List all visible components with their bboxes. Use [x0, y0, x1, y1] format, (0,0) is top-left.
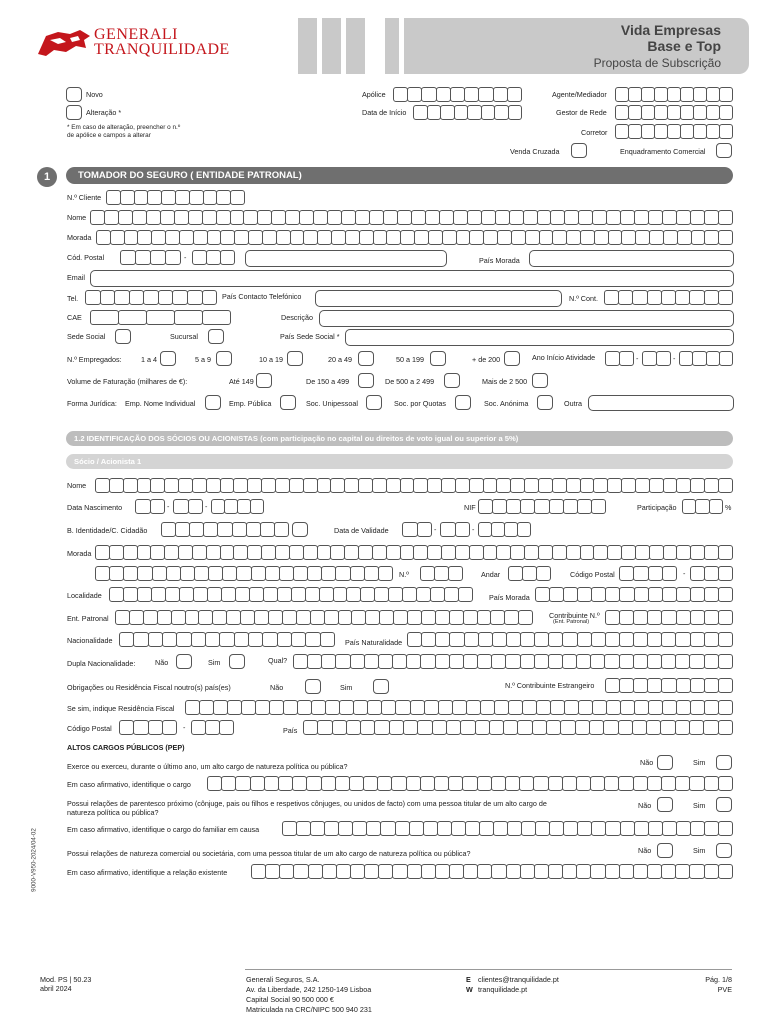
- n-empregados-label: N.º Empregados:: [67, 355, 122, 364]
- qual-label: Qual?: [268, 656, 288, 665]
- pais-sede-field[interactable]: [345, 329, 734, 346]
- footer-e-label: E: [466, 975, 471, 984]
- nacionalidade-boxes[interactable]: [119, 632, 334, 647]
- vol-checkbox[interactable]: [256, 373, 272, 388]
- pep-q1-sim-checkbox[interactable]: [716, 755, 732, 770]
- obrig-nao-checkbox[interactable]: [305, 679, 321, 694]
- participacao-label: Participação: [637, 503, 677, 512]
- venda-cruzada-label: Venda Cruzada: [510, 147, 560, 156]
- forma-checkbox[interactable]: [455, 395, 471, 410]
- pep-a2-boxes[interactable]: [282, 821, 732, 836]
- dupla-nao-checkbox[interactable]: [176, 654, 192, 669]
- ano-inicio-boxes-2[interactable]: [642, 351, 670, 366]
- header-stripe: [346, 18, 365, 74]
- vol-option: Até 149: [229, 377, 254, 386]
- alteracao-note-2: de apólice e campos a alterar: [67, 132, 151, 139]
- vol-checkbox[interactable]: [358, 373, 374, 388]
- venda-cruzada-checkbox[interactable]: [571, 143, 587, 158]
- emp-option: 50 a 199: [396, 355, 424, 364]
- socio-nome-boxes[interactable]: [95, 478, 732, 493]
- cod-postal-2-boxes-2[interactable]: [191, 720, 233, 735]
- emp-checkbox[interactable]: [160, 351, 176, 366]
- dupla-nao-label: Não: [155, 658, 169, 667]
- lion-icon: [36, 26, 92, 58]
- agente-boxes[interactable]: [615, 87, 732, 102]
- emp-checkbox[interactable]: [358, 351, 374, 366]
- data-inicio-boxes[interactable]: [413, 105, 521, 120]
- socio-morada-boxes[interactable]: [95, 545, 732, 560]
- cod-postal-boxes[interactable]: [120, 250, 180, 265]
- footer-w-label: W: [466, 985, 473, 994]
- section-1-header: [66, 167, 733, 184]
- participacao-boxes[interactable]: [682, 499, 722, 514]
- descricao-label: Descrição: [281, 313, 313, 322]
- validade-boxes-2[interactable]: [440, 522, 469, 537]
- doc-subtitle: Proposta de Subscrição: [593, 56, 721, 70]
- forma-option: Soc. Unipessoal: [306, 399, 358, 408]
- pep-a1: Em caso afirmativo, identifique o cargo: [67, 780, 191, 789]
- pep-q3-nao-checkbox[interactable]: [657, 843, 673, 858]
- cod-postal-2-boxes[interactable]: [119, 720, 176, 735]
- pais-morada-label: País Morada: [479, 256, 520, 265]
- section-1-title: TOMADOR DO SEGURO ( ENTIDADE PATRONAL): [78, 170, 302, 181]
- se-sim-label: Se sim, indique Residência Fiscal: [67, 704, 175, 713]
- validade-boxes-3[interactable]: [478, 522, 530, 537]
- localidade-field[interactable]: [245, 250, 447, 267]
- ano-dash: -: [636, 354, 639, 363]
- residencia-fiscal-boxes[interactable]: [185, 700, 732, 715]
- socio-nome-label: Nome: [67, 481, 87, 490]
- cod-postal-label: Cód. Postal: [67, 253, 105, 262]
- footer-pve: PVE: [717, 985, 732, 994]
- ano-dash-2: -: [673, 354, 676, 363]
- pais-nat-boxes[interactable]: [407, 632, 732, 647]
- cod-postal-2-label: Código Postal: [67, 724, 112, 733]
- novo-label: Novo: [86, 90, 103, 99]
- vol-option: Mais de 2 500: [482, 377, 528, 386]
- section-1-2-header: [66, 431, 733, 446]
- vol-checkbox[interactable]: [532, 373, 548, 388]
- codigo-postal-boxes-2[interactable]: [690, 566, 732, 581]
- enquadramento-label: Enquadramento Comercial: [620, 147, 706, 156]
- ent-patronal-boxes[interactable]: [115, 610, 532, 625]
- data-nasc-dash-2: -: [205, 502, 208, 511]
- footer-capital: Capital Social 90 500 000 €: [246, 995, 334, 1004]
- codigo-postal-dash: -: [683, 569, 686, 578]
- pep-q2-cont: natureza política ou pública?: [67, 808, 159, 817]
- bi-check-digit[interactable]: [292, 522, 308, 537]
- email-label: Email: [67, 273, 85, 282]
- pep-q2-sim-label: Sim: [693, 801, 706, 810]
- footer-web[interactable]: tranquilidade.pt: [478, 985, 528, 994]
- pep-a3-boxes[interactable]: [251, 864, 732, 879]
- descricao-field[interactable]: [319, 310, 734, 327]
- emp-checkbox[interactable]: [216, 351, 232, 366]
- codigo-postal-label: Código Postal: [570, 570, 615, 579]
- obrig-nao-label: Não: [270, 683, 284, 692]
- cae-boxes[interactable]: [90, 310, 230, 325]
- data-nasc-boxes[interactable]: [135, 499, 164, 514]
- forma-option: Outra: [564, 399, 582, 408]
- header-stripe: [385, 18, 399, 74]
- pep-q3: Possui relações de natureza comercial ou societária, com uma pessoa titular de um alto cargo de natureza política ou pública?: [67, 849, 471, 858]
- pais-sede-label: País Sede Social *: [280, 332, 340, 341]
- forma-option: Soc. por Quotas: [394, 399, 446, 408]
- vol-option: De 500 a 2 499: [385, 377, 435, 386]
- section-number-text: 1: [43, 171, 51, 183]
- pep-a2: Em caso afirmativo, identifique o cargo do familiar em causa: [67, 825, 260, 834]
- emp-option: 20 a 49: [328, 355, 352, 364]
- vol-checkbox[interactable]: [444, 373, 460, 388]
- brand-line2: TRANQUILIDADE: [94, 41, 230, 58]
- doc-title-2: Base e Top: [647, 38, 721, 54]
- forma-label: Forma Jurídica:: [67, 399, 117, 408]
- emp-option: + de 200: [472, 355, 501, 364]
- footer-email[interactable]: clientes@tranquilidade.pt: [478, 975, 559, 984]
- forma-checkbox[interactable]: [537, 395, 553, 410]
- nome-label: Nome: [67, 213, 87, 222]
- n-label: N.º: [399, 570, 409, 579]
- validade-dash-2: -: [472, 525, 475, 534]
- emp-checkbox[interactable]: [504, 351, 520, 366]
- sede-social-checkbox[interactable]: [115, 329, 131, 344]
- ent-patronal-label: Ent. Patronal: [67, 614, 109, 623]
- pais-label: País: [283, 726, 298, 735]
- emp-option: 1 a 4: [141, 355, 157, 364]
- vol-option: De 150 a 499: [306, 377, 350, 386]
- codigo-postal-boxes[interactable]: [619, 566, 676, 581]
- footer-company: Generali Seguros, S.A.: [246, 975, 320, 984]
- nif-boxes[interactable]: [478, 499, 605, 514]
- cod-postal-boxes-2[interactable]: [192, 250, 234, 265]
- validade-dash: -: [434, 525, 437, 534]
- socio-pais-morada-boxes[interactable]: [535, 587, 732, 602]
- pais-boxes[interactable]: [303, 720, 732, 735]
- socio-pais-morada-label: País Morada: [489, 593, 530, 602]
- pep-q3-sim-label: Sim: [693, 846, 706, 855]
- cliente-boxes[interactable]: [106, 190, 244, 205]
- apolice-label: Apólice: [362, 90, 386, 99]
- n-cont-label: N.º Cont.: [569, 294, 598, 303]
- pep-q2: Possui relações de parentesco próximo (cônjuge, pais ou filhos e respetivos cônjuges, ou unidos de facto) com uma pessoa titular de um alto cargo de: [67, 799, 547, 808]
- forma-checkbox[interactable]: [205, 395, 221, 410]
- data-nasc-label: Data Nascimento: [67, 503, 123, 512]
- forma-checkbox[interactable]: [366, 395, 382, 410]
- ano-inicio-boxes[interactable]: [605, 351, 633, 366]
- n-boxes[interactable]: [420, 566, 462, 581]
- socio-title: Sócio / Acionista 1: [74, 457, 142, 466]
- pep-a1-boxes[interactable]: [207, 776, 732, 791]
- brand-line1: GENERALI: [94, 26, 178, 43]
- gestor-label: Gestor de Rede: [556, 108, 607, 117]
- n-estrangeiro-label: N.º Contribuinte Estrangeiro: [505, 681, 595, 690]
- footer-date: abril 2024: [40, 984, 72, 993]
- pais-nat-label: País Naturalidade: [345, 638, 403, 647]
- n-estrangeiro-boxes[interactable]: [605, 678, 732, 693]
- tel-boxes[interactable]: [85, 290, 216, 305]
- contribuinte-sublabel: (Ent. Patronal): [553, 619, 590, 625]
- pais-contacto-label: País Contacto Telefónico: [222, 292, 302, 301]
- alteracao-note: * Em caso de alteração, preencher o n.º: [67, 124, 181, 131]
- outra-field[interactable]: [588, 395, 734, 411]
- pep-q2-nao-checkbox[interactable]: [657, 797, 673, 812]
- pep-q3-sim-checkbox[interactable]: [716, 843, 732, 858]
- section-1-2-title: 1.2 IDENTIFICAÇÃO DOS SÓCIOS OU ACIONISTAS (com participação no capital ou direitos de voto igual ou superior a 5%): [74, 434, 519, 443]
- pep-q3-nao-label: Não: [638, 846, 652, 855]
- obrig-sim-label: Sim: [340, 683, 353, 692]
- alteracao-label: Alteração *: [86, 108, 122, 117]
- bi-label: B. Identidade/C. Cidadão: [67, 526, 148, 535]
- forma-option: Soc. Anónima: [484, 399, 529, 408]
- apolice-boxes[interactable]: [393, 87, 521, 102]
- pep-q1: Exerce ou exerceu, durante o último ano, um alto cargo de natureza política ou pública?: [67, 762, 348, 771]
- pep-q2-sim-checkbox[interactable]: [716, 797, 732, 812]
- cod-postal-2-dash: -: [183, 723, 186, 732]
- enquadramento-checkbox[interactable]: [716, 143, 732, 158]
- morada-label: Morada: [67, 233, 92, 242]
- pep-q2-nao-label: Não: [638, 801, 652, 810]
- forma-checkbox[interactable]: [280, 395, 296, 410]
- pep-a3: Em caso afirmativo, identifique a relação existente: [67, 868, 228, 877]
- email-field[interactable]: [90, 270, 734, 287]
- socio-morada-boxes-2[interactable]: [95, 566, 392, 581]
- pep-q1-nao-checkbox[interactable]: [657, 755, 673, 770]
- bi-boxes[interactable]: [161, 522, 288, 537]
- footer-mod: Mod. PS | 50.23: [40, 975, 92, 984]
- tel-label: Tel.: [67, 294, 79, 303]
- emp-checkbox[interactable]: [287, 351, 303, 366]
- socio-morada-label: Morada: [67, 549, 92, 558]
- footer-matric: Matriculada na CRC/NIPC 500 940 231: [246, 1005, 372, 1014]
- n-cont-boxes[interactable]: [604, 290, 732, 305]
- forma-option: Emp. Nome Individual: [125, 399, 196, 408]
- data-nasc-boxes-3[interactable]: [211, 499, 263, 514]
- corretor-boxes[interactable]: [615, 124, 732, 139]
- validade-label: Data de Validade: [334, 526, 389, 535]
- data-nasc-boxes-2[interactable]: [173, 499, 202, 514]
- emp-option: 5 a 9: [195, 355, 211, 364]
- cod-postal-dash: -: [184, 253, 187, 262]
- qual-boxes[interactable]: [293, 654, 732, 669]
- side-code-text: 9000-V950-2024/04-02: [30, 828, 38, 892]
- nome-boxes[interactable]: [90, 210, 732, 225]
- contribuinte-boxes[interactable]: [605, 610, 732, 625]
- volume-label: Volume de Faturação (milhares de €):: [67, 377, 188, 386]
- doc-title: Vida Empresas: [620, 22, 721, 38]
- novo-checkbox[interactable]: [66, 87, 82, 102]
- section-number: [37, 167, 57, 187]
- contribuinte-label: Contribuinte N.º: [549, 611, 600, 620]
- data-inicio-label: Data de Início: [362, 108, 407, 117]
- header-stripe: [298, 18, 317, 74]
- cliente-label: N.º Cliente: [67, 193, 102, 202]
- pais-contacto-field[interactable]: [315, 290, 562, 307]
- validade-boxes[interactable]: [402, 522, 431, 537]
- morada-boxes[interactable]: [96, 230, 732, 245]
- localidade-label: Localidade: [67, 591, 102, 600]
- andar-label: Andar: [481, 570, 501, 579]
- sucursal-label: Sucursal: [170, 332, 198, 341]
- alteracao-checkbox[interactable]: [66, 105, 82, 120]
- nacionalidade-label: Nacionalidade: [67, 636, 113, 645]
- dupla-label: Dupla Nacionalidade:: [67, 659, 136, 668]
- pais-morada-field[interactable]: [529, 250, 734, 267]
- ano-inicio-label: Ano Início Atividade: [532, 353, 596, 362]
- emp-option: 10 a 19: [259, 355, 283, 364]
- pep-title: ALTOS CARGOS PÚBLICOS (PEP): [67, 743, 185, 752]
- sede-social-label: Sede Social: [67, 332, 106, 341]
- andar-boxes[interactable]: [508, 566, 550, 581]
- ano-inicio-boxes-3[interactable]: [679, 351, 732, 366]
- footer-divider: [245, 969, 732, 970]
- localidade-boxes[interactable]: [109, 587, 472, 602]
- corretor-label: Corretor: [581, 128, 608, 137]
- cae-label: CAE: [67, 313, 82, 322]
- pep-q1-sim-label: Sim: [693, 758, 706, 767]
- obrig-sim-checkbox[interactable]: [373, 679, 389, 694]
- footer-page: Pág. 1/8: [705, 975, 732, 984]
- footer-address: Av. da Liberdade, 242 1250-149 Lisboa: [246, 985, 372, 994]
- nif-label: NIF: [464, 503, 476, 512]
- generali-logo: [36, 22, 236, 62]
- emp-checkbox[interactable]: [430, 351, 446, 366]
- data-nasc-dash: -: [167, 502, 170, 511]
- obrig-label: Obrigações ou Residência Fiscal noutro(s) país(es): [67, 683, 231, 692]
- agente-label: Agente/Mediador: [552, 90, 607, 99]
- socio-header: [66, 454, 733, 469]
- dupla-sim-checkbox[interactable]: [229, 654, 245, 669]
- pep-q1-nao-label: Não: [640, 758, 654, 767]
- sucursal-checkbox[interactable]: [208, 329, 224, 344]
- dupla-sim-label: Sim: [208, 658, 221, 667]
- pct-label: %: [725, 503, 732, 512]
- header-stripe: [322, 18, 341, 74]
- gestor-boxes[interactable]: [615, 105, 732, 120]
- forma-option: Emp. Pública: [229, 399, 272, 408]
